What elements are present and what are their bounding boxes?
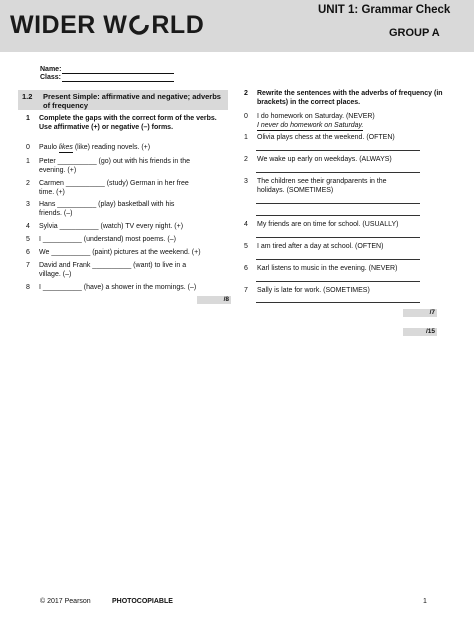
answer-line[interactable]	[256, 215, 420, 216]
logo-text-right: RLD	[151, 11, 205, 39]
answer-line[interactable]	[256, 281, 420, 282]
answer-line[interactable]	[256, 203, 420, 204]
answer-line[interactable]	[256, 150, 420, 151]
exercise2-score-box: /7	[403, 309, 437, 317]
exercise1-number: 1	[26, 115, 30, 122]
group-label: GROUP A	[389, 27, 440, 39]
exercise1-instruction: Complete the gaps with the correct form of the verbs. Use affirmative (+) or negative (–) forms.	[39, 115, 217, 131]
copyright-text: © 2017 Pearson	[40, 598, 91, 605]
class-field[interactable]	[62, 73, 174, 82]
exercise2-instruction: Rewrite the sentences with the adverbs of frequency (in brackets) in the correct places.	[257, 90, 443, 106]
page-number: 1	[423, 598, 427, 605]
page-header	[0, 0, 474, 52]
photocopiable-label: PHOTOCOPIABLE	[112, 598, 173, 605]
unit-title: UNIT 1: Grammar Check	[318, 4, 451, 16]
logo-text-left: WIDER W	[10, 11, 128, 39]
answer-line[interactable]	[256, 172, 420, 173]
wider-world-logo	[10, 11, 204, 40]
logo-o-icon	[128, 15, 150, 35]
section-title: Present Simple: affirmative and negative; adverbs of frequency	[43, 92, 221, 110]
answer-line[interactable]	[256, 302, 420, 303]
example-rewritten-answer: I never do homework on Saturday.	[257, 122, 364, 129]
exercise1-score-box: /8	[197, 296, 231, 304]
exercise2-number: 2	[244, 90, 248, 97]
example-answer: likes	[58, 144, 73, 151]
section-heading	[18, 90, 228, 110]
answer-line[interactable]	[256, 259, 420, 260]
section-number: 1.2	[22, 92, 33, 101]
total-score-box: /15	[403, 328, 437, 336]
class-label: Class:	[40, 74, 62, 81]
name-label: Name:	[40, 66, 62, 73]
answer-line[interactable]	[256, 237, 420, 238]
